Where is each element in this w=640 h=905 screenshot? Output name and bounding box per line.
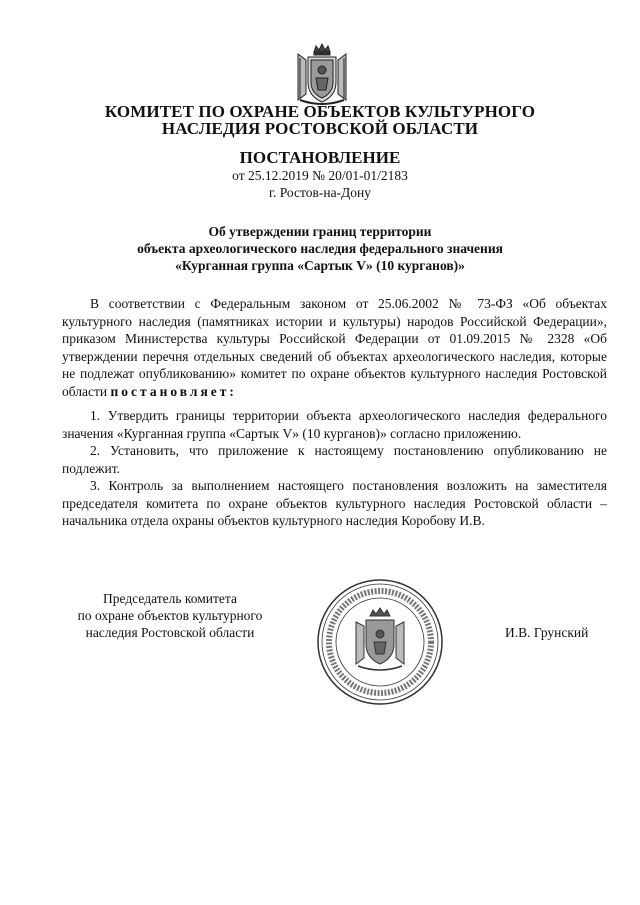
subject-line1: Об утверждении границ территории xyxy=(208,224,432,239)
signatory-position xyxy=(50,590,290,641)
official-seal-icon xyxy=(316,578,444,706)
resolution-items xyxy=(62,407,607,530)
position-line1: Председатель комитета xyxy=(103,591,237,606)
intro-text: В соответствии с Федеральным законом от 25.06.2002 № 73-ФЗ «Об объектах культурного наследия (памятниках истории и культуры) народов Российской Федерации», приказом Министерства культуры Российской Федерации от 01.09.2015 № 2328 «Об утверждении перечня отдельных сведений об объектах археологического наследия, которые не подлежат опубликованию» комитет по охране объектов культурного наследия Ростовской области xyxy=(62,296,607,399)
coat-of-arms-icon xyxy=(292,42,352,108)
position-line3: наследия Ростовской области xyxy=(85,625,255,640)
item-1: 1. Утвердить границы территории объекта археологического наследия федерального значения «Курганная группа «Сартык V» (10 курганов)» согласно приложению. xyxy=(62,408,607,441)
org-title-line1: КОМИТЕТ ПО ОХРАНЕ ОБЪЕКТОВ КУЛЬТУРНОГО xyxy=(104,102,536,121)
subject-line3: «Курганная группа «Сартык V» (10 курганов)» xyxy=(175,258,465,273)
document-subject xyxy=(100,223,540,274)
subject-line2: объекта археологического наследия федерального значения xyxy=(137,241,503,256)
item-3: 3. Контроль за выполнением настоящего постановления возложить на заместителя председателя комитета по охране объектов культурного наследия Ростовской области – начальника отдела охраны объектов культурного наследия Коробову И.В. xyxy=(62,478,607,528)
position-line2: по охране объектов культурного xyxy=(77,608,263,623)
document-meta xyxy=(120,167,520,201)
signatory-name: И.В. Грунский xyxy=(505,625,589,640)
document-type: ПОСТАНОВЛЕНИЕ xyxy=(239,148,401,167)
intro-paragraph xyxy=(62,295,607,400)
organization-title xyxy=(60,103,580,137)
org-title-line2: НАСЛЕДИЯ РОСТОВСКОЙ ОБЛАСТИ xyxy=(161,119,479,138)
city: г. Ростов-на-Дону xyxy=(268,185,371,200)
item-2: 2. Установить, что приложение к настоящему постановлению опубликованию не подлежит. xyxy=(62,443,607,476)
date-number: от 25.12.2019 № 20/01-01/2183 xyxy=(232,168,408,183)
resolves-keyword: постановляет: xyxy=(110,383,237,399)
